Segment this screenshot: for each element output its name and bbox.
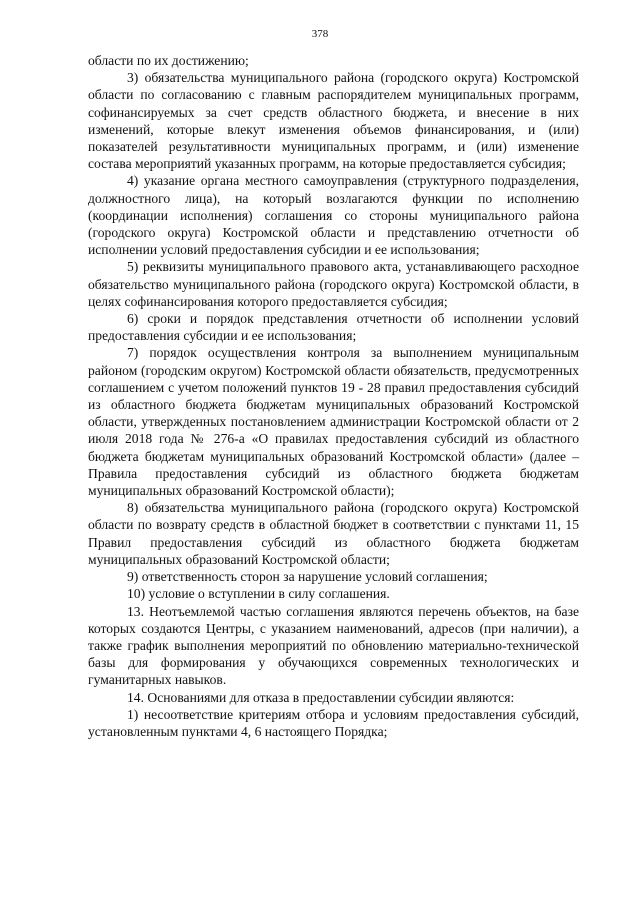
paragraph: 8) обязательства муниципального района (городского округа) Костромской области по возврату средств в областной бюджет в соответствии с пунктами 11, 15 Правил предоставления субсидий из областного бюджета бюджетам муниципальных образований Костромской области; bbox=[88, 500, 579, 567]
paragraph: области по их достижению; bbox=[88, 53, 249, 68]
paragraph: 9) ответственность сторон за нарушение условий соглашения; bbox=[127, 569, 488, 585]
page-number: 378 bbox=[311, 28, 329, 40]
paragraph: 1) несоответствие критериям отбора и условиям предоставления субсидий, установленным пунктами 4, 6 настоящего Порядка; bbox=[88, 706, 579, 739]
paragraph: 3) обязательства муниципального района (городского округа) Костромской области по согласованию с главным распорядителем муниципальных программ, софинансируемых за счет средств областного бюджета, и внесение в них изменений, которые влекут изменения объемов финансирования, и (или) показателей результативности муниципальных программ, и (или) изменение состава мероприятий указанных программ, на которые предоставляется субсидия; bbox=[88, 70, 579, 172]
paragraph: 7) порядок осуществления контроля за выполнением муниципальным районом (городским округом) Костромской области обязательств, предусмотренных соглашением с учетом положений пунктов 19 - 28 правил предоставления субсидий из областного бюджета бюджетам муниципальных образований Костромской области, утвержденных постановлением администрации Костромской области от 2 июля 2018 года № 276-а «О правилах предоставления субсидий из областного бюджета бюджетам муниципальных образований Костромской области» (далее – Правила предоставления субсидий из областного бюджета бюджетам муниципальных образований Костромской области); bbox=[88, 345, 579, 499]
document-body bbox=[88, 52, 579, 740]
paragraph: 6) сроки и порядок представления отчетности об исполнении условий предоставления субсидии и ее использования; bbox=[88, 311, 579, 344]
paragraph: 13. Неотъемлемой частью соглашения являются перечень объектов, на базе которых создаются Центры, с указанием наименований, адресов (при наличии), а также график выполнения мероприятий по обновлению материально-технической базы для формирования у обучающихся современных технологических и гуманитарных навыков. bbox=[88, 603, 579, 688]
paragraph: 4) указание органа местного самоуправления (структурного подразделения, должностного лица), на который возлагаются функции по исполнению (координации исполнения) соглашения со стороны муниципального района (городского округа) Костромской области и представлению отчетности об исполнении условий предоставления субсидии и ее использования; bbox=[88, 173, 579, 258]
paragraph: 14. Основаниями для отказа в предоставлении субсидии являются: bbox=[127, 689, 515, 705]
paragraph: 10) условие о вступлении в силу соглашения. bbox=[127, 586, 390, 602]
paragraph: 5) реквизиты муниципального правового акта, устанавливающего расходное обязательство муниципального района (городского округа) Костромской области, в целях софинансирования которого предоставляется субсидия; bbox=[88, 259, 579, 309]
